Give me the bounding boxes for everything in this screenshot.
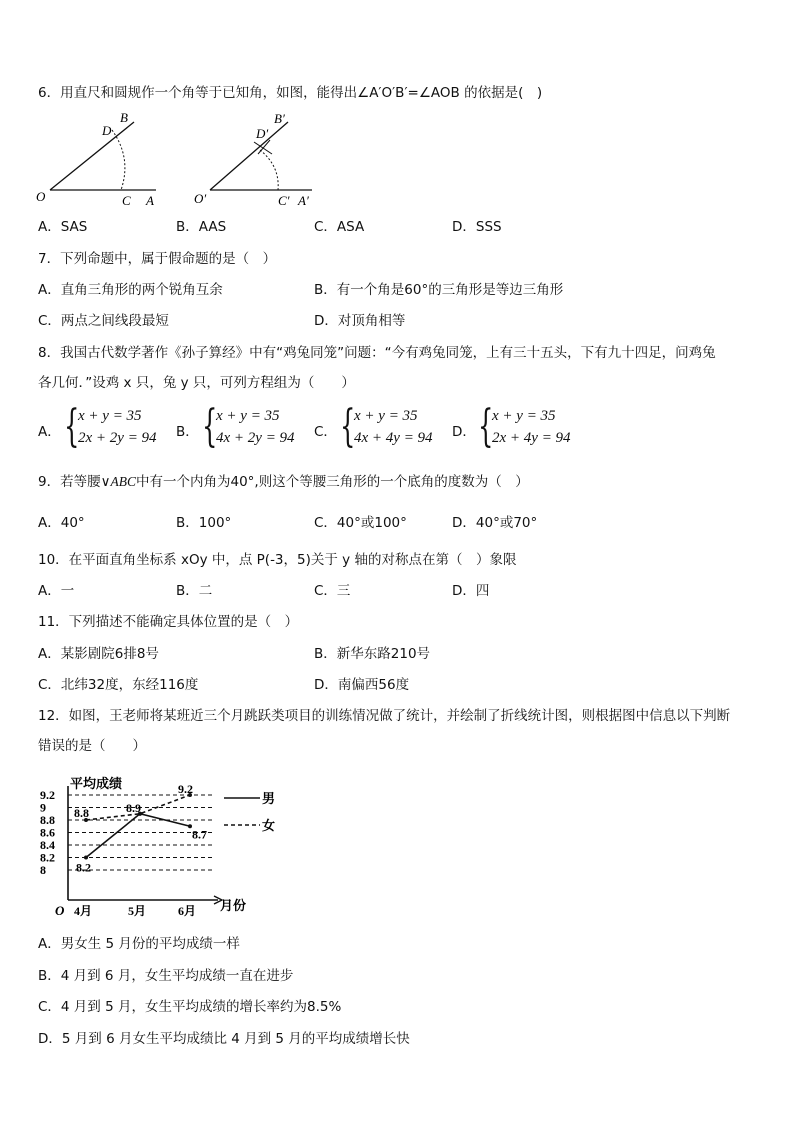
data-label: 8.8 [74,806,89,820]
q10-stem: 10．在平面直角坐标系 xOy 中，点 P(-3，5)关于 y 轴的对称点在第（ ）象限 [38,552,517,568]
q7-option-b: B．有一个角是60°的三角形是等边三角形 [314,282,564,298]
q10-option-d: D．四 [452,583,490,599]
q10-option-a: A．一 [38,583,75,599]
brace-icon: { [340,401,356,452]
q12-option-c: C．4 月到 5 月，女生平均成绩的增长率约为8.5% [38,999,342,1015]
fig1-label-D: D [102,123,112,138]
data-label: 8.2 [76,860,91,875]
y-tick-label: 8.4 [40,838,55,852]
q8-option-a-eq1: x + y = 35 [78,408,142,424]
q11-option-a: A．某影剧院6排8号 [38,646,159,662]
fig2-label-O: O′ [194,191,207,206]
q8-option-b-eq2: 4x + 2y = 94 [216,430,295,446]
fig1-label-C: C [122,193,131,208]
q8-option-c-eq1: x + y = 35 [354,408,418,424]
q10-option-c: C．三 [314,583,351,599]
q11-option-c: C．北纬32度，东经116度 [38,677,199,693]
q6-stem: 6．用直尺和圆规作一个角等于已知角，如图，能得出∠A′O′B′=∠AOB 的依据是( ) [38,85,543,101]
q9-stem-pre: 9．若等腰 [38,474,101,490]
y-tick-label: 9 [40,800,46,815]
y-tick-label: 8.8 [40,813,55,827]
q6-option-a: A．SAS [38,219,88,235]
brace-icon: { [478,401,494,452]
x-tick-label: 4月 [74,904,93,918]
q6-option-d: D．SSS [452,219,502,235]
data-label: 8.7 [192,827,207,842]
q6-option-b: B．AAS [176,219,227,235]
q6-figure-2 [194,108,324,208]
q9-stem [38,473,529,491]
y-tick-label: 9.2 [40,788,55,802]
brace-icon: { [202,401,218,452]
q10-option-b: B．二 [176,583,213,599]
fig1-label-B: B [120,110,128,125]
line-chart [30,772,290,922]
legend-male-label: 男 [262,791,276,806]
q8-option-d [452,401,592,452]
q7-stem: 7．下列命题中，属于假命题的是（ ） [38,251,277,267]
brace-icon: { [64,401,80,452]
q8-option-b-eq1: x + y = 35 [216,408,280,424]
data-label: 8.9 [126,800,141,815]
q8-stem-line2: 各几何．”设鸡 x 只，兔 y 只，可列方程组为（ ） [38,375,355,391]
q7-option-c: C．两点之间线段最短 [38,313,169,329]
q9-option-d: D．40°或70° [452,515,538,531]
y-tick-label: 8 [40,863,46,877]
series-male-point [84,856,88,860]
q8-option-c-eq2: 4x + 4y = 94 [354,430,433,446]
fig2-label-D: D′ [256,126,269,141]
x-tick-label: 6月 [178,904,197,918]
fig2-label-C: C′ [278,193,290,208]
q8-option-d-eq2: 2x + 4y = 94 [492,430,571,446]
q6-figure-1 [34,108,164,208]
q12-option-a: A．男女生 5 月份的平均成绩一样 [38,936,240,952]
q9-stem-math: ∨ABC [100,474,136,489]
chart-x-axis-label: 月份 [220,898,247,913]
q11-option-d: D．南偏西56度 [314,677,410,693]
q8-option-a [38,401,168,452]
q11-option-b: B．新华东路210号 [314,646,431,662]
y-tick-label: 8.6 [40,825,55,840]
data-label: 9.2 [178,782,193,796]
q9-option-b: B．100° [176,515,232,531]
fig1-label-A: A [146,193,154,208]
q6-option-c: C．ASA [314,219,365,235]
q9-option-a: A．40° [38,515,85,531]
q8-option-d-eq1: x + y = 35 [492,408,556,424]
q12-option-b: B．4 月到 6 月，女生平均成绩一直在进步 [38,968,294,984]
q12-stem-line2: 错误的是（ ） [38,738,146,754]
q7-option-d: D．对顶角相等 [314,313,406,329]
fig2-label-B: B′ [274,111,285,126]
q11-stem: 11．下列描述不能确定具体位置的是（ ） [38,614,299,630]
chart-title: 平均成绩 [70,776,123,791]
q9-option-c: C．40°或100° [314,515,407,531]
q8-option-b-label: B． [176,424,199,440]
q8-option-a-eq2: 2x + 2y = 94 [78,430,157,446]
legend-female-label: 女 [262,818,276,833]
y-tick-label: 8.2 [40,850,55,865]
q8-option-a-label: A． [38,424,61,440]
fig1-label-O: O [36,189,46,204]
q8-option-c [314,401,444,452]
chart-origin-label: O [55,903,65,918]
q8-option-b [176,401,306,452]
fig2-label-A: A′ [298,193,309,208]
q8-stem-line1: 8．我国古代数学著作《孙子算经》中有“鸡兔同笼”问题：“今有鸡兔同笼，上有三十五头，下有九十四足，问鸡兔 [38,345,716,361]
q7-option-a: A．直角三角形的两个锐角互余 [38,282,223,298]
x-tick-label: 5月 [128,904,147,918]
q12-option-d: D．5 月到 6 月女生平均成绩比 4 月到 5 月的平均成绩增长快 [38,1031,410,1047]
q12-stem-line1: 12．如图，王老师将某班近三个月跳跃类项目的训练情况做了统计，并绘制了折线统计图，则根据图中信息以下判断 [38,708,731,724]
q8-option-d-label: D． [452,424,476,440]
q9-stem-post: 中有一个内角为40°,则这个等腰三角形的一个底角的度数为（ ） [135,474,529,490]
q8-option-c-label: C． [314,424,337,440]
